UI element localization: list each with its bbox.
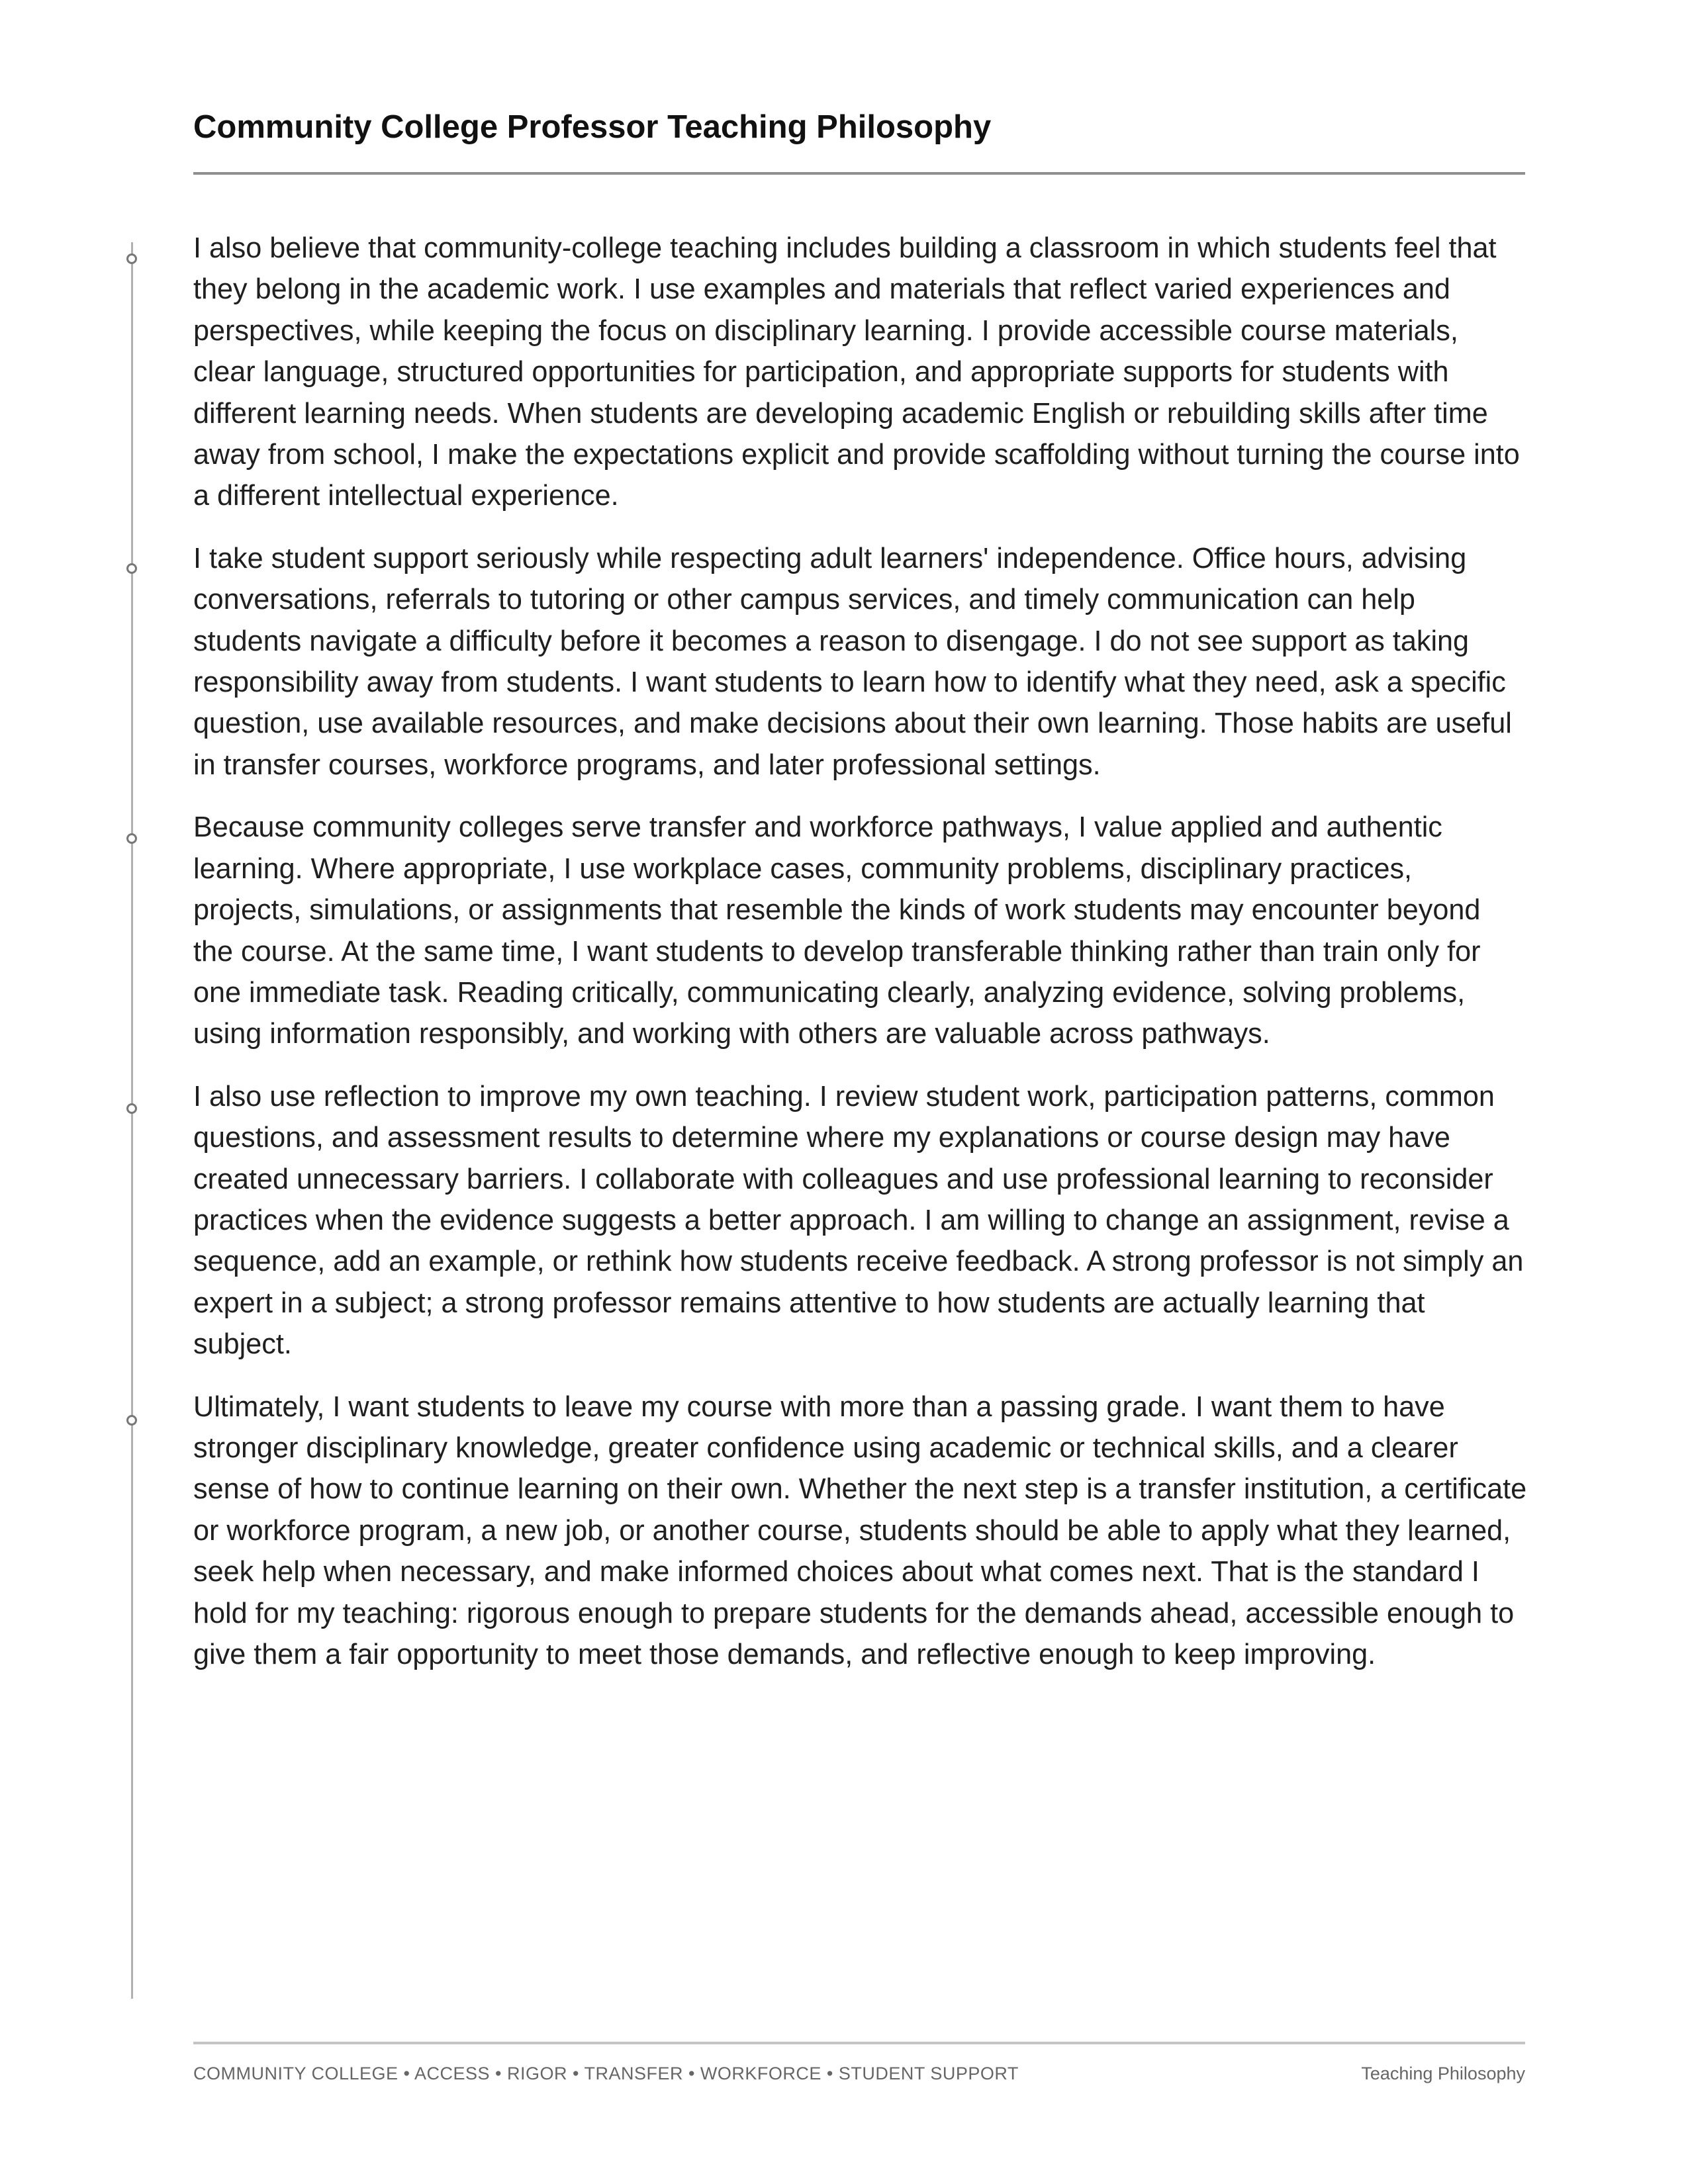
- paragraph: I take student support seriously while respecting adult learners' independence. Office hours, advising conversations, referrals to tutoring or other campus services, and timely communication can help students navigate a difficulty before it becomes a reason to disengage. I do not see support as taking responsibility away from students. I want students to learn how to identify what they need, ask a specific question, use available resources, and make decisions about their own learning. Those habits are useful in transfer courses, workforce programs, and later professional settings.: [193, 542, 1512, 781]
- title-divider: [193, 172, 1525, 175]
- page-title: Community College Professor Teaching Philosophy: [193, 109, 992, 145]
- paragraph: Because community colleges serve transfer and workforce pathways, I value applied and authentic learning. Where appropriate, I use workplace cases, community problems, disciplinary practices, projects, simulations, or assignments that resemble the kinds of work students may encounter beyond the course. At the same time, I want students to develop transferable thinking rather than train only for one immediate task. Reading critically, communicating clearly, analyzing evidence, solving problems, using information responsibly, and working with others are valuable across pathways.: [193, 811, 1481, 1050]
- timeline-dot-icon: [126, 1103, 137, 1114]
- paragraph: I also believe that community-college teaching includes building a classroom in which students feel that they belong in the academic work. I use examples and materials that reflect varied experiences and perspectives, while keeping the focus on disciplinary learning. I provide accessible course materials, clear language, structured opportunities for participation, and appropriate supports for students with different learning needs. When students are developing academic English or rebuilding skills after time away from school, I make the expectations explicit and provide scaffolding without turning the course into a different intellectual experience.: [193, 232, 1520, 512]
- footer-divider: [193, 2042, 1525, 2044]
- document-body: [193, 228, 1528, 1696]
- paragraph: I also use reflection to improve my own teaching. I review student work, participation patterns, common questions, and assessment results to determine where my explanations or course design may have created unnecessary barriers. I collaborate with colleagues and use professional learning to reconsider practices when the evidence suggests a better approach. I am willing to change an assignment, revise a sequence, add an example, or rethink how students receive feedback. A strong professor is not simply an expert in a subject; a strong professor remains attentive to how students are actually learning that subject.: [193, 1080, 1524, 1361]
- timeline-dot-icon: [126, 1415, 137, 1426]
- timeline-dot-icon: [126, 833, 137, 844]
- margin-timeline-line: [131, 242, 133, 1999]
- footer-tagline: COMMUNITY COLLEGE • ACCESS • RIGOR • TRANSFER • WORKFORCE • STUDENT SUPPORT: [193, 2064, 1019, 2083]
- paragraph: Ultimately, I want students to leave my course with more than a passing grade. I want them to have stronger disciplinary knowledge, greater confidence using academic or technical skills, and a clearer sense of how to continue learning on their own. Whether the next step is a transfer institution, a certificate or workforce program, a new job, or another course, students should be able to apply what they learned, seek help when necessary, and make informed choices about what comes next. That is the standard I hold for my teaching: rigorous enough to prepare students for the demands ahead, accessible enough to give them a fair opportunity to meet those demands, and reflective enough to keep improving.: [193, 1390, 1527, 1670]
- footer-running-title: Teaching Philosophy: [1361, 2064, 1525, 2083]
- timeline-dot-icon: [126, 253, 137, 264]
- timeline-dot-icon: [126, 563, 137, 574]
